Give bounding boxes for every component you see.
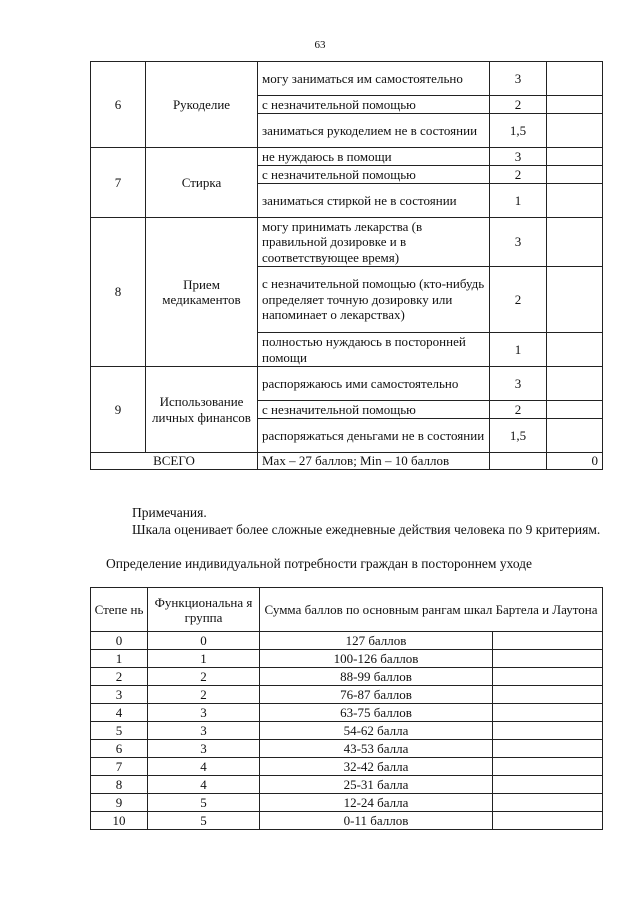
- points-cell: 76-87 баллов: [260, 686, 493, 704]
- option-text: заниматься стиркой не в состоянии: [258, 184, 490, 218]
- option-text: с незначительной помощью: [258, 166, 490, 184]
- option-text: с незначительной помощью (кто-нибудь определяет точную дозировку или напоминает о лекарствах): [258, 267, 490, 333]
- group-cell: 4: [148, 776, 260, 794]
- group-cell: 0: [148, 632, 260, 650]
- criterion-name: Прием медикаментов: [146, 218, 258, 367]
- empty-cell: [493, 758, 603, 776]
- table-row: [91, 722, 603, 740]
- care-need-table-body: [91, 588, 603, 830]
- criterion-number: 7: [91, 148, 146, 218]
- option-text: с незначительной помощью: [258, 401, 490, 419]
- table-row: [91, 794, 603, 812]
- criterion-name: Рукоделие: [146, 62, 258, 148]
- scale-option-row: [91, 367, 603, 401]
- group-cell: 4: [148, 758, 260, 776]
- option-score: 2: [490, 96, 547, 114]
- notes-text: Шкала оценивает более сложные ежедневные действия человека по 9 критериям.: [132, 522, 601, 537]
- column-header: Сумма баллов по основным рангам шкал Бартела и Лаутона: [260, 588, 603, 632]
- group-cell: 5: [148, 812, 260, 830]
- group-cell: 3: [148, 740, 260, 758]
- option-text: заниматься рукоделием не в состоянии: [258, 114, 490, 148]
- empty-cell: [493, 686, 603, 704]
- page-number: 63: [314, 39, 326, 51]
- group-cell: 3: [148, 704, 260, 722]
- empty-cell: [493, 668, 603, 686]
- option-text: распоряжаюсь ими самостоятельно: [258, 367, 490, 401]
- empty-cell: [547, 267, 603, 333]
- criterion-number: 9: [91, 367, 146, 453]
- empty-cell: [547, 114, 603, 148]
- empty-cell: [493, 812, 603, 830]
- option-text: могу заниматься им самостоятельно: [258, 62, 490, 96]
- notes-heading: Примечания.: [132, 505, 207, 520]
- total-value: 0: [547, 453, 603, 470]
- degree-cell: 3: [91, 686, 148, 704]
- empty-cell: [547, 367, 603, 401]
- criterion-number: 6: [91, 62, 146, 148]
- option-text: с незначительной помощью: [258, 96, 490, 114]
- table-row: [91, 632, 603, 650]
- points-cell: 88-99 баллов: [260, 668, 493, 686]
- option-text: полностью нуждаюсь в посторонней помощи: [258, 333, 490, 367]
- empty-cell: [493, 794, 603, 812]
- option-text: распоряжаться деньгами не в состоянии: [258, 419, 490, 453]
- option-score: 3: [490, 367, 547, 401]
- points-cell: 127 баллов: [260, 632, 493, 650]
- degree-cell: 0: [91, 632, 148, 650]
- section-heading: Определение индивидуальной потребности граждан в постороннем уходе: [106, 556, 533, 571]
- empty-cell: [547, 96, 603, 114]
- option-text: могу принимать лекарства (в правильной дозировке и в соответствующее время): [258, 218, 490, 267]
- option-score: 3: [490, 148, 547, 166]
- option-score: 1: [490, 184, 547, 218]
- empty-cell: [493, 740, 603, 758]
- group-cell: 2: [148, 686, 260, 704]
- points-cell: 12-24 балла: [260, 794, 493, 812]
- empty-cell: [547, 419, 603, 453]
- empty-cell: [547, 333, 603, 367]
- empty-cell: [547, 166, 603, 184]
- empty-cell: [547, 62, 603, 96]
- scale-option-row: [91, 62, 603, 96]
- degree-cell: 8: [91, 776, 148, 794]
- degree-cell: 4: [91, 704, 148, 722]
- points-cell: 43-53 балла: [260, 740, 493, 758]
- total-label: ВСЕГО: [91, 453, 258, 470]
- degree-cell: 1: [91, 650, 148, 668]
- table-row: [91, 776, 603, 794]
- table-row: [91, 812, 603, 830]
- column-header: Функциональна я группа: [148, 588, 260, 632]
- option-score: 1,5: [490, 419, 547, 453]
- empty-cell: [493, 704, 603, 722]
- option-score: 2: [490, 401, 547, 419]
- scale-option-row: [91, 148, 603, 166]
- group-cell: 1: [148, 650, 260, 668]
- lawton-scale-table-body: [91, 62, 603, 470]
- table-row: [91, 686, 603, 704]
- option-score: 1: [490, 333, 547, 367]
- degree-cell: 10: [91, 812, 148, 830]
- group-cell: 3: [148, 722, 260, 740]
- table-row: [91, 758, 603, 776]
- criterion-name: Стирка: [146, 148, 258, 218]
- scale-option-row: [91, 218, 603, 267]
- option-score: 3: [490, 218, 547, 267]
- degree-cell: 9: [91, 794, 148, 812]
- table-row: [91, 668, 603, 686]
- degree-cell: 5: [91, 722, 148, 740]
- points-cell: 54-62 балла: [260, 722, 493, 740]
- lawton-scale-table: [90, 61, 603, 470]
- empty-cell: [547, 184, 603, 218]
- points-cell: 100-126 баллов: [260, 650, 493, 668]
- empty-cell: [493, 632, 603, 650]
- empty-cell: [547, 218, 603, 267]
- degree-cell: 6: [91, 740, 148, 758]
- total-range: Max – 27 баллов; Min – 10 баллов: [258, 453, 490, 470]
- group-cell: 2: [148, 668, 260, 686]
- table-row: [91, 740, 603, 758]
- option-score: 3: [490, 62, 547, 96]
- criterion-name: Использование личных финансов: [146, 367, 258, 453]
- criterion-number: 8: [91, 218, 146, 367]
- option-text: не нуждаюсь в помощи: [258, 148, 490, 166]
- empty-cell: [493, 776, 603, 794]
- empty-cell: [547, 401, 603, 419]
- points-cell: 32-42 балла: [260, 758, 493, 776]
- empty-cell: [490, 453, 547, 470]
- table-row: [91, 704, 603, 722]
- points-cell: 0-11 баллов: [260, 812, 493, 830]
- total-row: [91, 453, 603, 470]
- column-header: Степе нь: [91, 588, 148, 632]
- table-row: [91, 650, 603, 668]
- points-cell: 63-75 баллов: [260, 704, 493, 722]
- group-cell: 5: [148, 794, 260, 812]
- care-need-table: [90, 587, 603, 830]
- degree-cell: 7: [91, 758, 148, 776]
- option-score: 1,5: [490, 114, 547, 148]
- empty-cell: [493, 650, 603, 668]
- option-score: 2: [490, 267, 547, 333]
- option-score: 2: [490, 166, 547, 184]
- table-header-row: [91, 588, 603, 632]
- empty-cell: [547, 148, 603, 166]
- empty-cell: [493, 722, 603, 740]
- points-cell: 25-31 балла: [260, 776, 493, 794]
- degree-cell: 2: [91, 668, 148, 686]
